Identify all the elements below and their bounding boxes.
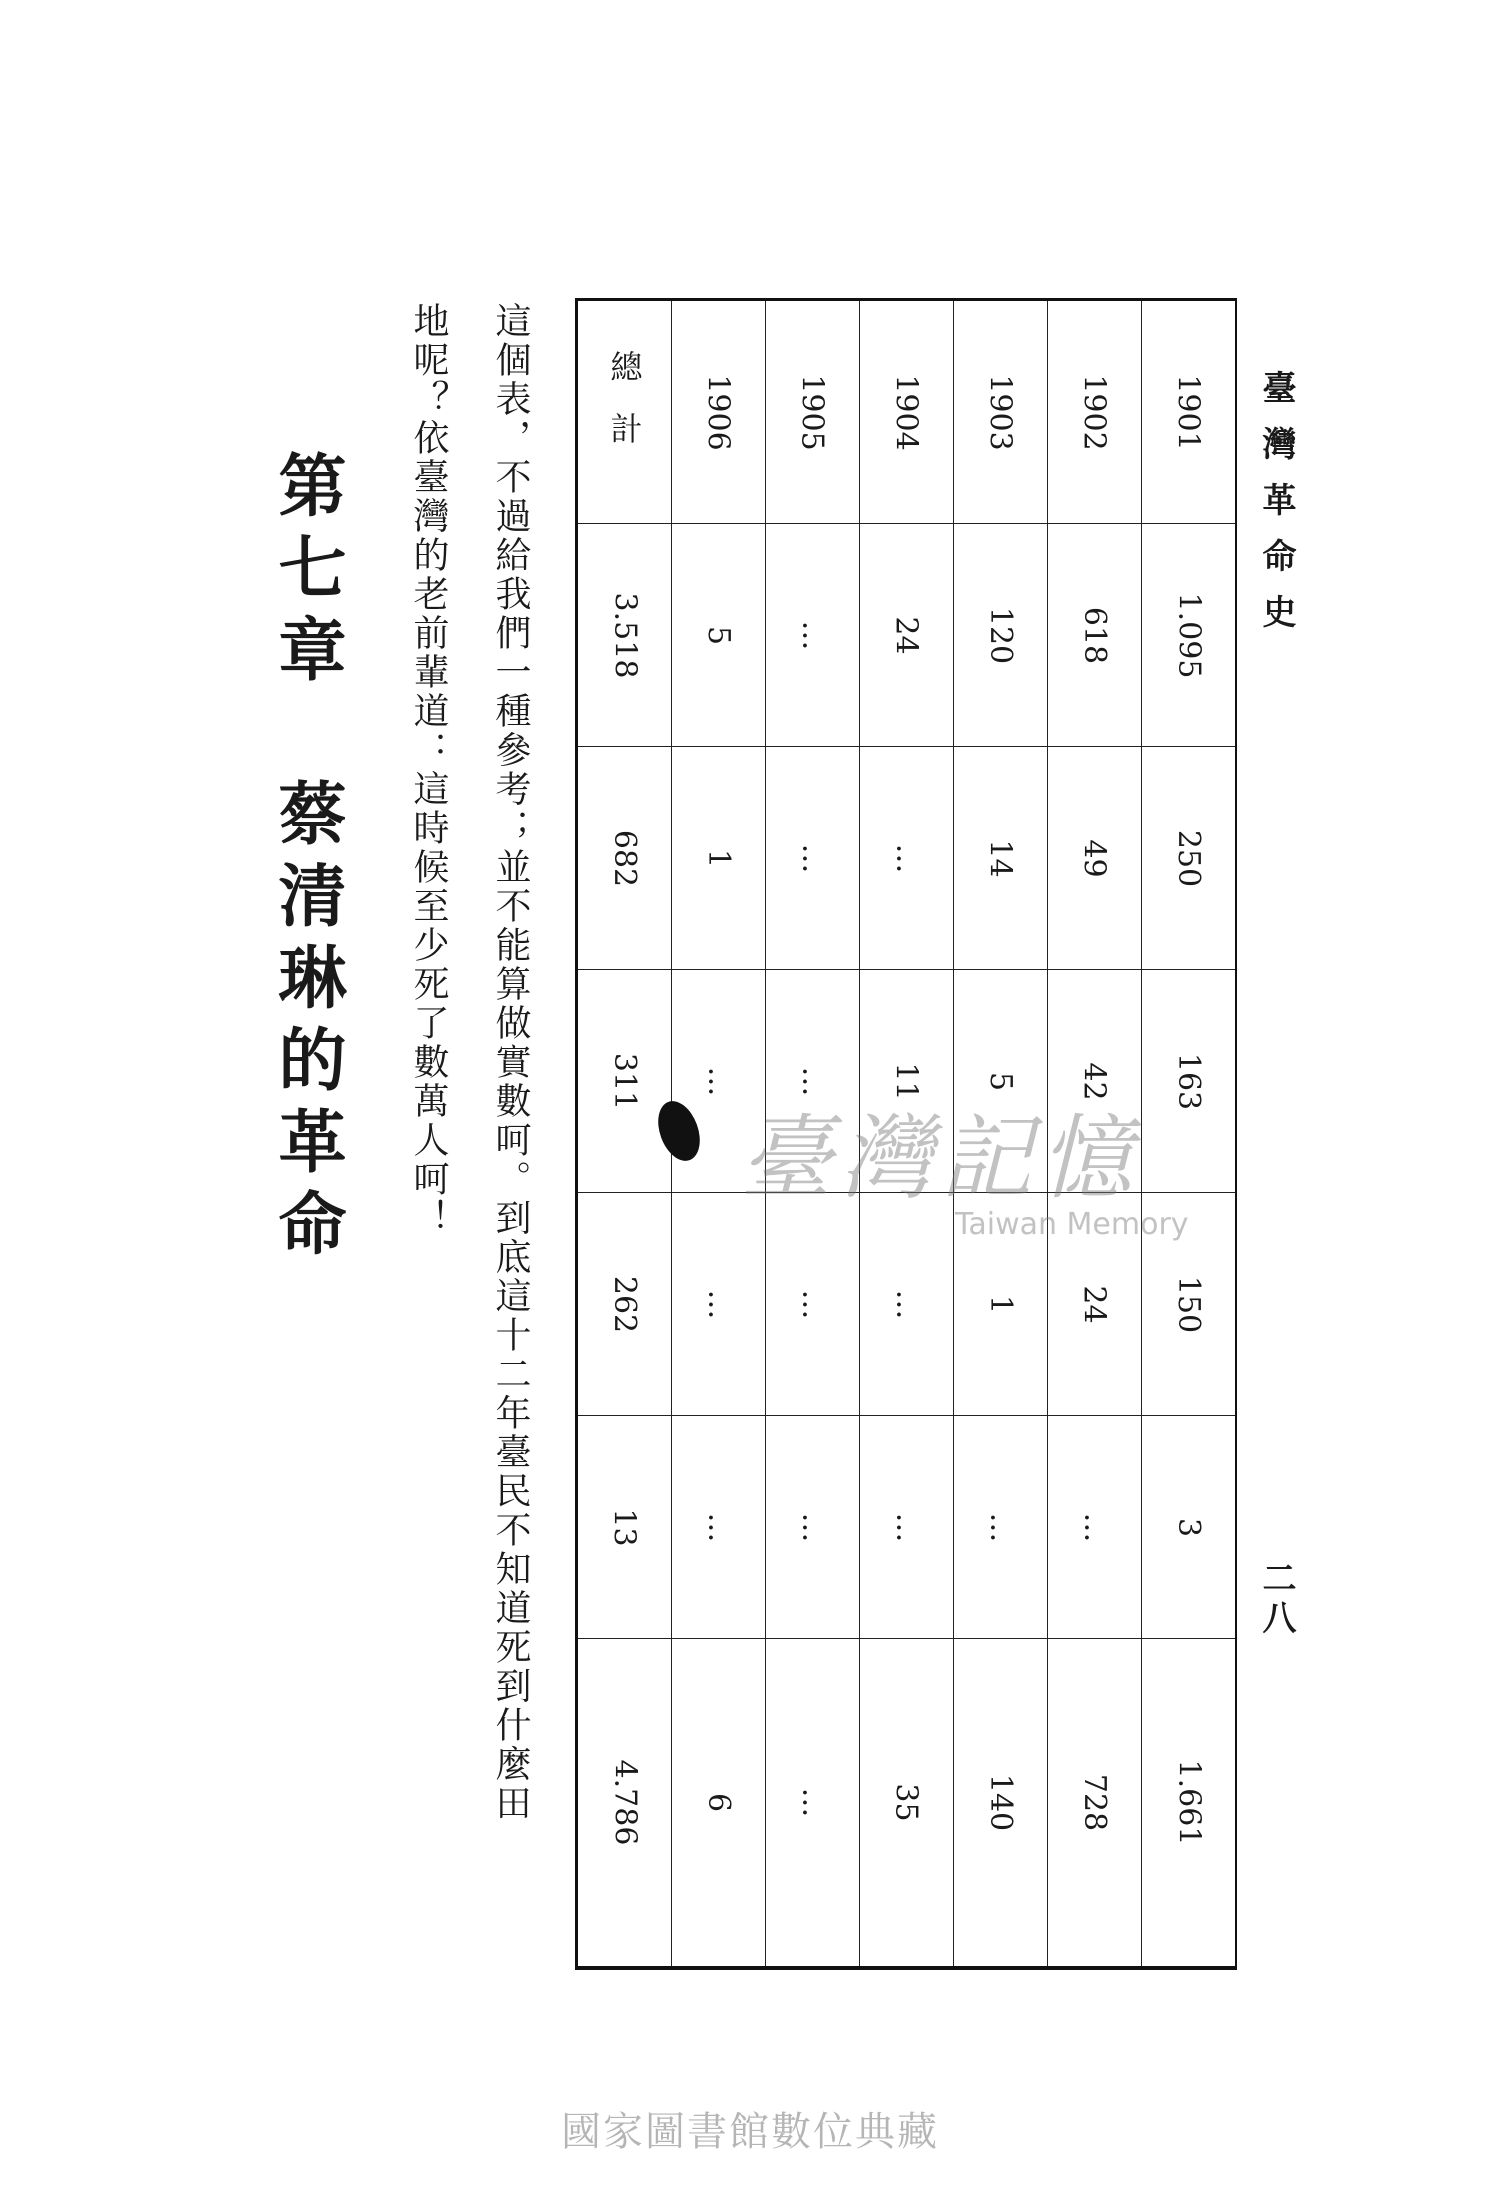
row-year: 1905 <box>766 301 859 524</box>
table-cell-total: … <box>795 1787 830 1818</box>
table-cell: 311 <box>578 970 671 1193</box>
body-paragraph-line-1: 這個表，不過給我們一種參考；並不能算做實數呵。到底這十二年臺民不知道死到什麼田 <box>490 302 531 1823</box>
table-cell: … <box>766 970 859 1193</box>
chapter-title: 第七章 蔡清琳的革命 <box>267 450 346 1270</box>
table-cell-total: 728 <box>1076 1773 1112 1832</box>
body-paragraph-line-2: 地呢？依臺灣的老前輩道：這時候至少死了數萬人呵！ <box>408 302 449 1238</box>
row-year: 1902 <box>1048 301 1141 524</box>
table-cell: 262 <box>578 1193 671 1416</box>
table-cell: 5 <box>672 524 765 747</box>
table-cell-total: 6 <box>701 1792 736 1813</box>
table-cell: 120 <box>954 524 1047 747</box>
table-cell: 24 <box>1048 1193 1141 1416</box>
table-cell: 682 <box>578 747 671 970</box>
table-cell: … <box>672 1416 765 1639</box>
watermark-sub: Taiwan Memory <box>955 1207 1189 1242</box>
table-cell: 163 <box>1142 970 1235 1193</box>
table-cell: 5 <box>954 970 1047 1193</box>
table-cell-total: 140 <box>982 1773 1018 1832</box>
table-cell: … <box>954 1416 1047 1639</box>
table-cell: 42 <box>1048 970 1141 1193</box>
row-year: 1901 <box>1142 301 1235 524</box>
table-cell: … <box>766 747 859 970</box>
table-cell: 150 <box>1142 1193 1235 1416</box>
row-year: 1903 <box>954 301 1047 524</box>
table-cell: … <box>672 970 765 1193</box>
watermark-main: 臺灣記憶 <box>740 1105 1141 1212</box>
footer-credit: 國家圖書館數位典藏 <box>561 2109 939 2155</box>
row-year: 1906 <box>672 301 765 524</box>
table-cell: 250 <box>1142 747 1235 970</box>
page-number: 二八 <box>1256 1560 1296 1640</box>
row-total-label: 總計 <box>578 301 671 524</box>
table-cell-total: 1.661 <box>1170 1759 1206 1846</box>
table-cell: 13 <box>578 1416 671 1639</box>
table-row-total <box>578 301 671 1966</box>
running-header-title: 臺灣革命史 <box>1256 370 1296 650</box>
table-cell: 49 <box>1048 747 1141 970</box>
table-cell: … <box>860 1416 953 1639</box>
table-cell: 618 <box>1048 524 1141 747</box>
table-cell: 1 <box>954 1193 1047 1416</box>
table-cell: … <box>672 1193 765 1416</box>
taiwan-memory-watermark <box>740 1085 1189 1242</box>
table-cell: … <box>766 524 859 747</box>
table-cell-total: 35 <box>889 1783 924 1822</box>
table-cell: 14 <box>954 747 1047 970</box>
table-cell: 3.518 <box>578 524 671 747</box>
table-cell: … <box>860 747 953 970</box>
table-cell: 1 <box>672 747 765 970</box>
table-cell: 1.095 <box>1142 524 1235 747</box>
table-cell: 11 <box>860 970 953 1193</box>
table-cell: … <box>860 1193 953 1416</box>
table-cell: … <box>766 1416 859 1639</box>
table-cell: 24 <box>860 524 953 747</box>
table-cell: … <box>1048 1416 1141 1639</box>
table-cell-total: 4.786 <box>606 1759 642 1846</box>
row-year: 1904 <box>860 301 953 524</box>
table-cell: … <box>766 1193 859 1416</box>
table-cell: 3 <box>1142 1416 1235 1639</box>
